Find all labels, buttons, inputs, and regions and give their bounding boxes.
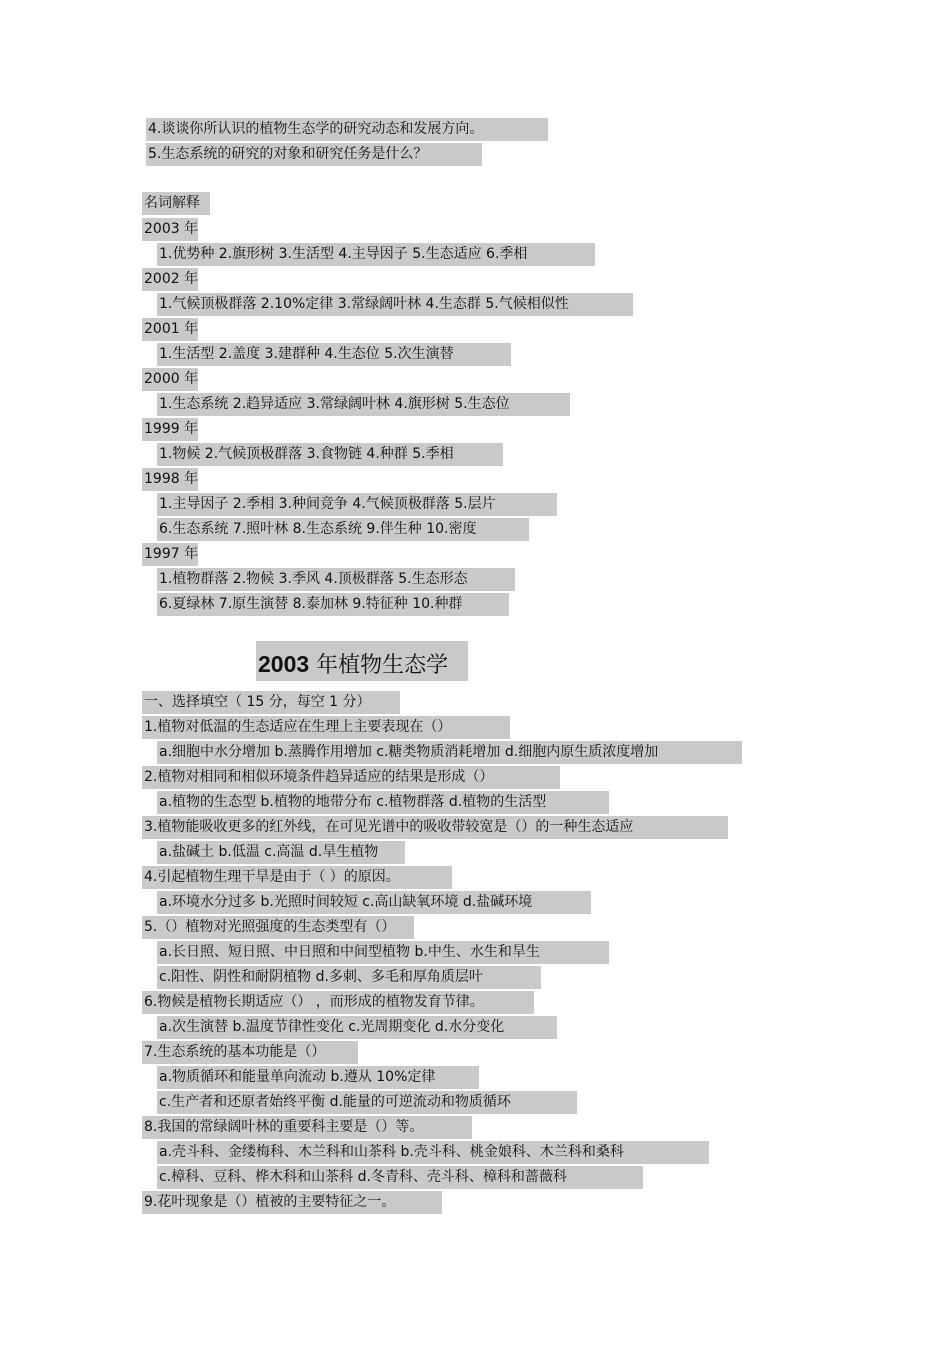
year-label: 1998 年 <box>142 468 198 491</box>
term-line: 1.气候顶极群落 2.10%定律 3.常绿阔叶林 4.生态群 5.气候相似性 <box>157 293 633 316</box>
year-label: 1999 年 <box>142 418 198 441</box>
term-line: 1.主导因子 2.季相 3.种间竞争 4.气候顶极群落 5.层片 <box>157 493 557 516</box>
year-label: 1997 年 <box>142 543 198 566</box>
question-line: 8.我国的常绿阔叶林的重要科主要是（）等。 <box>142 1116 472 1139</box>
question-line: 4.谈谈你所认识的植物生态学的研究动态和发展方向。 <box>146 118 548 141</box>
exam-title-text: 年植物生态学 <box>309 653 449 678</box>
option-line: a.壳斗科、金缕梅科、木兰科和山茶科 b.壳斗科、桃金娘科、木兰科和桑科 <box>157 1141 709 1164</box>
option-line: c.樟科、豆科、桦木科和山茶科 d.冬青科、壳斗科、樟科和蔷薇科 <box>157 1166 643 1189</box>
question-line: 4.引起植物生理干旱是由于（ ）的原因。 <box>142 866 452 889</box>
option-line: c.生产者和还原者始终平衡 d.能量的可逆流动和物质循环 <box>157 1091 577 1114</box>
year-label: 2003 年 <box>142 218 198 241</box>
option-line: a.环境水分过多 b.光照时间较短 c.高山缺氧环境 d.盐碱环境 <box>157 891 591 914</box>
year-label: 2000 年 <box>142 368 198 391</box>
question-line: 3.植物能吸收更多的红外线，在可见光谱中的吸收带较宽是（）的一种生态适应 <box>142 816 728 839</box>
option-line: a.细胞中水分增加 b.蒸腾作用增加 c.糖类物质消耗增加 d.细胞内原生质浓度增加 <box>157 741 742 764</box>
question-line: 6.物候是植物长期适应（） ，而形成的植物发育节律。 <box>142 991 534 1014</box>
exam-title <box>256 641 468 681</box>
option-line: a.次生演替 b.温度节律性变化 c.光周期变化 d.水分变化 <box>157 1016 557 1039</box>
question-line: 2.植物对相同和相似环境条件趋异适应的结果是形成（） <box>142 766 560 789</box>
year-label: 2002 年 <box>142 268 198 291</box>
section-heading: 名词解释 <box>142 192 210 215</box>
option-line: a.长日照、短日照、中日照和中间型植物 b.中生、水生和旱生 <box>157 941 609 964</box>
term-line: 6.生态系统 7.照叶林 8.生态系统 9.伴生种 10.密度 <box>157 518 529 541</box>
term-line: 1.植物群落 2.物候 3.季风 4.顶极群落 5.生态形态 <box>157 568 515 591</box>
term-line: 1.生态系统 2.趋异适应 3.常绿阔叶林 4.旗形树 5.生态位 <box>157 393 570 416</box>
question-line: 5.（）植物对光照强度的生态类型有（） <box>142 916 414 939</box>
exam-title-year: 2003 <box>258 651 310 677</box>
question-line: 1.植物对低温的生态适应在生理上主要表现在（） <box>142 716 510 739</box>
option-line: a.盐碱土 b.低温 c.高温 d.旱生植物 <box>157 841 405 864</box>
question-line: 9.花叶现象是（）植被的主要特征之一。 <box>142 1191 442 1214</box>
option-line: a.物质循环和能量单向流动 b.遵从 10%定律 <box>157 1066 479 1089</box>
year-label: 2001 年 <box>142 318 198 341</box>
term-line: 1.物候 2.气候顶极群落 3.食物链 4.种群 5.季相 <box>157 443 503 466</box>
question-line: 5.生态系统的研究的对象和研究任务是什么？ <box>146 143 482 166</box>
option-line: c.阳性、阴性和耐阴植物 d.多刺、多毛和厚角质层叶 <box>157 966 541 989</box>
term-line: 1.生活型 2.盖度 3.建群种 4.生态位 5.次生演替 <box>157 343 511 366</box>
term-line: 1.优势种 2.旗形树 3.生活型 4.主导因子 5.生态适应 6.季相 <box>157 243 595 266</box>
term-line: 6.夏绿林 7.原生演替 8.泰加林 9.特征种 10.种群 <box>157 593 509 616</box>
section-heading: 一、选择填空（ 15 分，每空 1 分） <box>142 691 400 714</box>
option-line: a.植物的生态型 b.植物的地带分布 c.植物群落 d.植物的生活型 <box>157 791 609 814</box>
question-line: 7.生态系统的基本功能是（） <box>142 1041 358 1064</box>
